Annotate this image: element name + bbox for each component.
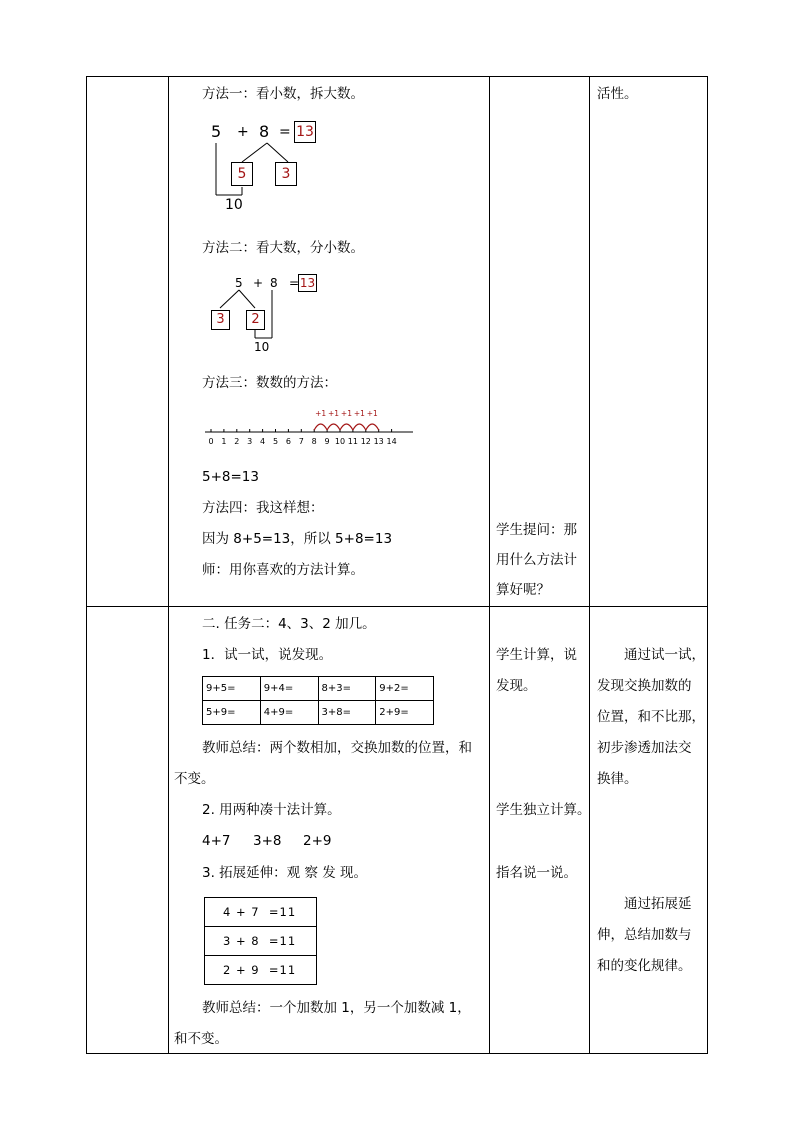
teacher-instruction: 师：用你喜欢的方法计算。 xyxy=(202,562,364,578)
hop-arc xyxy=(353,424,366,430)
hop-arc xyxy=(314,424,327,430)
tick-label: 8 xyxy=(311,437,317,446)
task2-step2: 2. 用两种凑十法计算。 xyxy=(202,802,341,818)
task2-step1: 1．试一试，说发现。 xyxy=(202,647,333,663)
tick-label: 6 xyxy=(285,437,291,446)
task2-title: 二. 任务二：4、3、2 加几。 xyxy=(202,616,376,632)
hop-arc xyxy=(340,424,353,430)
tick-label: 5 xyxy=(272,437,279,446)
summary1-line2: 不变。 xyxy=(174,771,215,787)
tick-label: 3 xyxy=(247,437,253,446)
tick-label: 0 xyxy=(208,437,214,446)
tick-label: 10 xyxy=(334,437,346,446)
tick-label: 7 xyxy=(298,437,304,446)
tick-label: 9 xyxy=(324,437,330,446)
hop-label: +1 xyxy=(315,409,327,418)
tick-label: 1 xyxy=(221,437,227,446)
hop-label: +1 xyxy=(328,409,340,418)
equation: 5+8=13 xyxy=(202,469,259,485)
tick-label: 14 xyxy=(386,437,397,446)
method4-line: 因为 8+5=13，所以 5+8=13 xyxy=(202,531,393,547)
method4-title: 方法四：我这样想： xyxy=(202,500,324,516)
summary1-line1: 教师总结：两个数相加，交换加数的位置，和 xyxy=(202,740,472,756)
method3-title: 方法三：数数的方法： xyxy=(202,375,337,391)
tick-label: 2 xyxy=(234,437,240,446)
hop-label: +1 xyxy=(353,409,365,418)
summary2-line1: 教师总结：一个加数加 1，另一个加数减 1， xyxy=(202,1000,471,1016)
method1-title: 方法一：看小数，拆大数。 xyxy=(202,86,364,102)
hop-label: +1 xyxy=(340,409,352,418)
intent-text: 活性。 xyxy=(597,86,638,102)
tick-label: 4 xyxy=(260,437,266,446)
hop-arc xyxy=(327,424,340,430)
summary2-line2: 和不变。 xyxy=(174,1031,228,1047)
number-line xyxy=(205,405,420,450)
try-grid: 9+5= 9+4= 8+3= 9+2= 5+9= 4+9= 3+8= 2+9= xyxy=(202,676,434,725)
hop-label: +1 xyxy=(366,409,378,418)
tick-label: 13 xyxy=(373,437,384,446)
tick-label: 11 xyxy=(347,437,358,446)
method2-title: 方法二：看大数，分小数。 xyxy=(202,240,364,256)
sum-table: 4 + 7 =11 3 + 8 =11 2 + 9 =11 xyxy=(204,897,317,985)
tick-label: 12 xyxy=(360,437,371,446)
hop-arc xyxy=(366,424,379,430)
task2-step3: 3. 拓展延伸：观 察 发 现。 xyxy=(202,865,368,881)
result-box: 13 xyxy=(294,121,316,143)
